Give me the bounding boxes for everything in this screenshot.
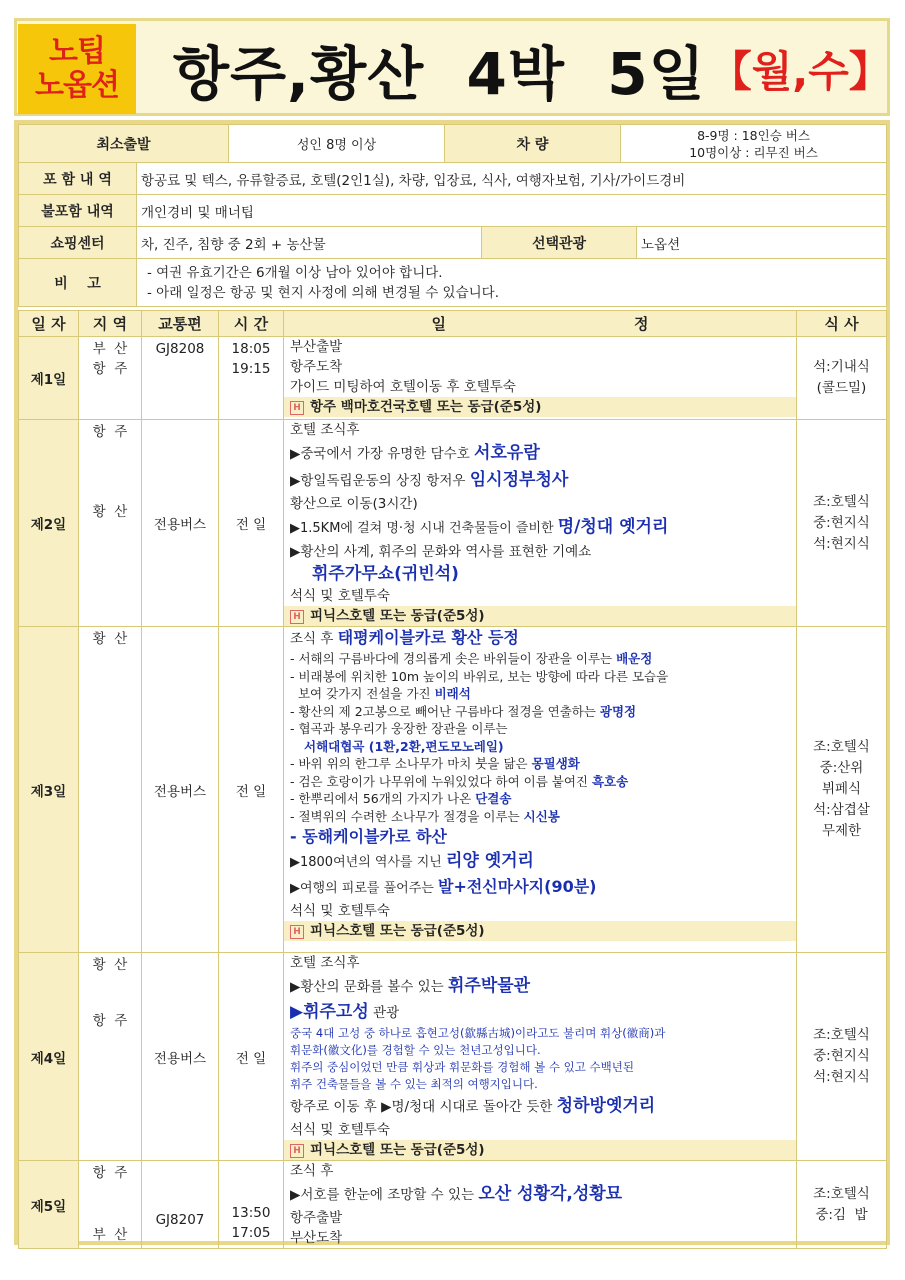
day4-label: 제4일: [19, 953, 79, 1161]
day1-s3: 가이드 미팅하여 호텔이동 후 호텔투숙: [290, 379, 516, 395]
day4-schedule: [284, 953, 797, 1161]
day4-s2-highlight: 휘주박물관: [447, 976, 531, 996]
day3-label: 제3일: [19, 627, 79, 953]
day5-row: [19, 1161, 887, 1249]
day3-s2-highlight: 배운정: [616, 651, 653, 666]
day5-s2-highlight: 오산 성황각,성황묘: [478, 1184, 623, 1204]
day2-place: [79, 420, 142, 627]
day3-s14-highlight: 발+전신마사지(90분): [437, 877, 597, 896]
col-time: 시 간: [219, 311, 284, 337]
day2-s3-highlight: 임시정부청사: [469, 470, 569, 490]
day1-hotel: [284, 397, 796, 417]
vehicle-line1: 8-9명 : 18인승 버스: [697, 127, 810, 143]
optional-tour-label: 선택관광: [482, 227, 637, 259]
day3-s10: [290, 790, 796, 808]
day5-time1: 13:50: [231, 1205, 271, 1221]
day2-meal3: 석:현지식: [813, 535, 870, 552]
day3-s11-text: - 절벽위의 수려한 소나무가 절경을 이루는: [290, 808, 524, 824]
day3-s5-highlight: 광명정: [599, 703, 637, 719]
include-label: 포 함 내 역: [19, 163, 137, 195]
col-transport: 교통편: [142, 311, 219, 337]
day3-place1: 황 산: [92, 631, 128, 647]
day1-place: [79, 337, 142, 420]
optional-tour-value: 노옵션: [637, 227, 887, 259]
note-value: [137, 259, 887, 307]
day4-s6: 휘주의 중심이었던 만큼 휘상과 휘문화를 경험해 볼 수 있고 수백년된: [290, 1060, 634, 1074]
day1-transport: GJ8208: [142, 337, 219, 420]
day3-s1-text: 조식 후: [290, 631, 338, 647]
day1-meal2: (콜드밀): [816, 380, 867, 396]
day3-s9-text: - 검은 호랑이가 나무위에 누워있었다 하여 이름 붙여진: [290, 773, 592, 789]
day4-s2-text: ▶황산의 문화를 볼수 있는: [290, 979, 448, 995]
day4-time: 전 일: [219, 953, 284, 1161]
day3-s1-highlight: 태평케이블카로 황산 등정: [337, 628, 519, 647]
day2-s5-highlight: 명/청대 옛거리: [557, 517, 669, 537]
day3-s10-highlight: 단결송: [475, 791, 512, 806]
hotel-icon: H: [290, 610, 304, 624]
day5-meal1: 조:호텔식: [813, 1185, 870, 1202]
day1-meal: [797, 337, 887, 420]
day5-s2-text: ▶서호를 한눈에 조망할 수 있는: [290, 1187, 479, 1203]
day4-s8-text: 항주로 이동 후 ▶명/청대 시대로 돌아간 듯한: [290, 1099, 557, 1115]
day1-schedule: [284, 337, 797, 420]
day3-hotel: [284, 921, 796, 941]
day1-s1: 부산출발: [290, 339, 343, 355]
day3-place: [79, 627, 142, 953]
day4-s5: 휘문화(徽文化)를 경험할 수 있는 천년고성입니다.: [290, 1043, 541, 1057]
day3-s9: [290, 773, 796, 791]
shopping-value: 차, 진주, 침향 중 2회 + 농산물: [137, 227, 482, 259]
day2-s3-text: ▶항일독립운동의 상징 항저우: [290, 473, 470, 489]
day3-s14-text: ▶여행의 피로를 풀어주는: [290, 881, 438, 896]
day2-s2-highlight: 서호유람: [474, 443, 540, 463]
day3-meal4: 석:삼겹살: [813, 802, 870, 818]
day5-s1: 조식 후: [290, 1163, 334, 1179]
day2-s5: [290, 514, 796, 542]
day4-s8-highlight: 청하방옛거리: [556, 1096, 656, 1116]
day2-hotel: [284, 606, 796, 626]
day2-s2-text: ▶중국에서 가장 유명한 담수호: [290, 446, 475, 462]
day5-place1: 항 주: [92, 1165, 128, 1181]
departure-days: 【월,수】: [709, 47, 891, 96]
hotel-icon: H: [290, 401, 304, 415]
day3-s11: [290, 808, 796, 826]
day3-s1: [290, 627, 796, 650]
day4-meal: [797, 953, 887, 1161]
vehicle-label: 차 량: [445, 125, 621, 163]
day2-meal2: 중:현지식: [813, 514, 870, 531]
day2-meal: [797, 420, 887, 627]
shopping-label: 쇼핑센터: [19, 227, 137, 259]
day4-place1: 황 산: [92, 957, 128, 973]
day3-s5: [290, 703, 796, 721]
day3-s7: 서해대협곡 (1환,2환,편도모노레일): [304, 738, 504, 754]
day2-s1: 호텔 조식후: [290, 422, 360, 438]
day3-s8-highlight: 몽필생화: [531, 756, 580, 771]
day3-meal1: 조:호텔식: [813, 739, 870, 755]
day4-meal1: 조:호텔식: [813, 1027, 870, 1043]
day3-s10-text: - 한뿌리에서 56개의 가지가 나온: [290, 791, 476, 806]
day3-s4: [290, 685, 796, 703]
include-value: 항공료 및 텍스, 유류할증료, 호텔(2인1실), 차량, 입장료, 식사, 여행자보험, 기사/가이드경비: [137, 163, 887, 195]
no-tip-no-option-badge: [18, 24, 136, 114]
exclude-label: 불포함 내역: [19, 195, 137, 227]
col-place: 지 역: [79, 311, 142, 337]
col-day: 일 자: [19, 311, 79, 337]
day4-meal2: 중:현지식: [813, 1048, 870, 1064]
day3-meal5: 무제한: [821, 823, 862, 839]
day2-meal1: 조:호텔식: [813, 493, 870, 510]
day5-time2: 17:05: [231, 1225, 271, 1241]
day5-time: [219, 1161, 284, 1249]
hotel-icon: H: [290, 925, 304, 939]
min-departure-label: 최소출발: [19, 125, 229, 163]
day3-s13-highlight: 리양 옛거리: [445, 851, 534, 871]
day4-s1: 호텔 조식후: [290, 955, 360, 971]
day3-meal: [797, 627, 887, 953]
badge-line1: 노팁: [49, 34, 105, 69]
day5-s4: 부산도착: [290, 1230, 343, 1246]
day3-schedule: [284, 627, 797, 953]
day4-s3-highlight: ▶휘주고성: [290, 1002, 369, 1022]
info-table-2: [18, 162, 887, 307]
vehicle-value: [621, 125, 887, 163]
page-title: [145, 24, 891, 114]
day4-s4: 중국 4대 고성 중 하나로 흡현고성(歙縣古城)이라고도 불리며 휘상(徽商)과: [290, 1026, 666, 1040]
itinerary-table: [18, 310, 887, 1249]
day4-s7: 휘주 건축물들을 볼 수 있는 최적의 여행지입니다.: [290, 1077, 538, 1091]
day3-s13-text: ▶1800여년의 역사를 지닌: [290, 855, 446, 870]
day2-s6: ▶황산의 사계, 휘주의 문화와 역사를 표현한 기예쇼: [290, 544, 592, 560]
day5-meal: [797, 1161, 887, 1249]
day3-s4-text: 보여 갖가지 전설을 가진: [290, 686, 435, 701]
day4-place: [79, 953, 142, 1161]
day2-row: [19, 420, 887, 627]
day5-transport: GJ8207: [142, 1161, 219, 1249]
note-label: 비 고: [19, 259, 137, 307]
day1-time2: 19:15: [231, 361, 271, 377]
info-table: [18, 124, 887, 163]
col-schedule: 일 정: [284, 311, 797, 337]
day1-time1: 18:05: [231, 341, 271, 357]
day2-hotel-name: 피닉스호텔 또는 동급(준5성): [310, 608, 485, 624]
day4-hotel-name: 피닉스호텔 또는 동급(준5성): [310, 1142, 485, 1158]
day4-meal3: 석:현지식: [813, 1069, 870, 1085]
day1-place1: 부 산: [92, 341, 128, 357]
exclude-value: 개인경비 및 매너팁: [137, 195, 887, 227]
day5-place: [79, 1161, 142, 1249]
day4-transport: 전용버스: [142, 953, 219, 1161]
day2-time: 전 일: [219, 420, 284, 627]
day2-s5-text: ▶1.5KM에 걸쳐 명·청 시내 건축물들이 즐비한: [290, 521, 558, 536]
day3-time: 전 일: [219, 627, 284, 953]
day4-row: [19, 953, 887, 1161]
vehicle-line2: 10명이상 : 리무진 버스: [689, 144, 818, 160]
day3-transport: 전용버스: [142, 627, 219, 953]
day2-place2: 황 산: [92, 504, 128, 520]
day3-s6: - 협곡과 봉우리가 웅장한 장관을 이루는: [290, 721, 508, 736]
day2-s8: 석식 및 호텔투숙: [290, 588, 390, 604]
day5-schedule: [284, 1161, 797, 1249]
day4-place2: 항 주: [92, 1013, 128, 1029]
day3-meal3: 뷔페식: [821, 781, 862, 797]
day3-meal2: 중:산위: [819, 760, 864, 776]
hotel-icon: H: [290, 1144, 304, 1158]
day5-s3: 항주출발: [290, 1210, 343, 1226]
day3-s2-text: - 서해의 구름바다에 경의롭게 솟은 바위들이 장관을 이루는: [290, 651, 617, 666]
day2-s7: 휘주가무쇼(귀빈석): [312, 564, 459, 584]
day2-transport: 전용버스: [142, 420, 219, 627]
day4-s3-text: 관광: [368, 1005, 400, 1021]
day4-s9: 석식 및 호텔투숙: [290, 1122, 390, 1138]
day3-s8-text: - 바위 위의 한그루 소나무가 마치 붓을 닮은: [290, 756, 532, 771]
min-departure-value: 성인 8명 이상: [229, 125, 445, 163]
day5-meal2: 중:김 밥: [815, 1206, 868, 1223]
day3-s5-text: - 황산의 제 2고봉으로 빼어난 구름바다 절경을 연출하는: [290, 703, 600, 719]
day3-row: [19, 627, 887, 953]
day5-place2: 부 산: [92, 1227, 128, 1243]
day3-s8: [290, 755, 796, 773]
tour-title: 항주,황산 4박 5일: [173, 40, 706, 108]
note-line2: - 아래 일정은 항공 및 현지 사정에 의해 변경될 수 있습니다.: [147, 284, 500, 301]
day1-place2: 항 주: [92, 361, 128, 377]
day3-s12: - 동해케이블카로 하산: [290, 827, 447, 846]
day5-s2: [290, 1181, 796, 1208]
day3-s13: [290, 849, 796, 875]
day2-s4: 황산으로 이동(3시간): [290, 496, 418, 512]
day1-row: [19, 337, 887, 420]
day1-time: [219, 337, 284, 420]
note-line1: - 여권 유효기간은 6개월 이상 남아 있어야 합니다.: [147, 264, 443, 281]
day4-s3: [290, 1000, 796, 1025]
day4-s8: [290, 1093, 796, 1120]
day2-s3: [290, 467, 796, 494]
day1-meal1: 석:기내식: [813, 359, 870, 375]
day4-s2: [290, 973, 796, 1000]
day3-hotel-name: 피닉스호텔 또는 동급(준5성): [310, 923, 485, 939]
day2-place1: 항 주: [92, 424, 128, 440]
day4-hotel: [284, 1140, 796, 1160]
day3-s2: [290, 650, 796, 668]
day2-s2: [290, 440, 796, 467]
badge-line2: 노옵션: [35, 68, 119, 103]
day3-s3: - 비래봉에 위치한 10m 높이의 바위로, 보는 방향에 따라 다른 모습을: [290, 668, 669, 684]
col-meal: 식 사: [797, 311, 887, 337]
day1-s2: 항주도착: [290, 359, 343, 375]
day1-label: 제1일: [19, 337, 79, 420]
day5-label: 제5일: [19, 1161, 79, 1249]
day2-label: 제2일: [19, 420, 79, 627]
day1-hotel-name: 항주 백마호건국호텔 또는 동급(준5성): [310, 399, 542, 415]
day3-s15: 석식 및 호텔투숙: [290, 903, 390, 919]
day3-s4-highlight: 비래석: [434, 686, 471, 701]
day3-s9-highlight: 흑호송: [591, 773, 629, 789]
day3-s11-highlight: 시신봉: [523, 808, 560, 824]
day3-s14: [290, 875, 796, 901]
day2-schedule: [284, 420, 797, 627]
